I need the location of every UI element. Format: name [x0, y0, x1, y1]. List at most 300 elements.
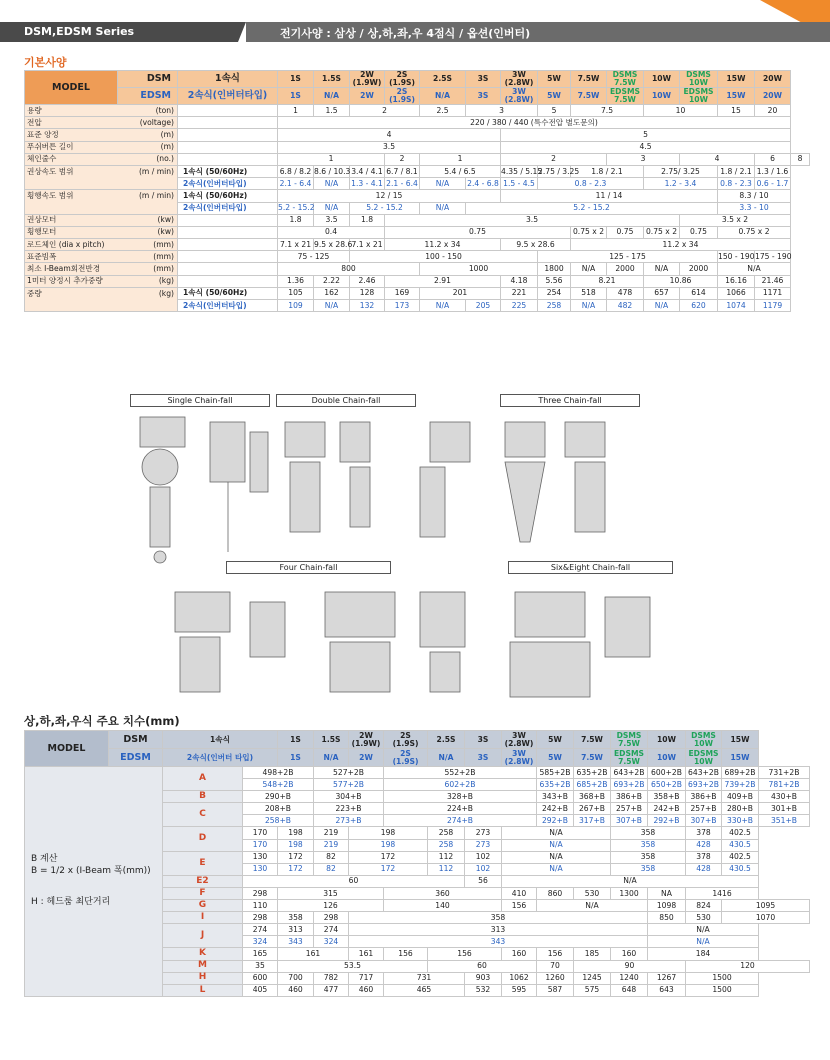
row-hoist-speed-1 [25, 165, 810, 177]
cell: 156 [384, 948, 428, 960]
cell: 120 [686, 960, 810, 972]
cell: 2.75/ 3.25 [644, 165, 718, 177]
row-label-D: D [163, 827, 243, 851]
cell: 402.5 [722, 851, 759, 863]
sub-label: 1속식 (50/60Hz) [178, 287, 278, 299]
cell: 162 [314, 287, 350, 299]
row-label-J: J [163, 924, 243, 948]
row-unit: (mm) [118, 251, 178, 263]
cell: N/A [718, 263, 791, 275]
cell: 5.2 - 15.2 [278, 202, 314, 214]
cell: 156 [537, 948, 574, 960]
cell: 378 [686, 827, 722, 839]
model-label: MODEL [25, 71, 118, 105]
cell: 1.5 - 4.5 [501, 178, 538, 190]
cell: 587 [537, 984, 574, 996]
cell: 110 [243, 900, 278, 912]
row-label-A: A [163, 767, 243, 791]
row-ibeam [25, 263, 810, 275]
row-unit: (m / min) [118, 190, 178, 214]
cell: 75 - 125 [278, 251, 350, 263]
cell: 518 [571, 287, 607, 299]
cell: 343 [349, 936, 648, 948]
cell: 0.75 x 2 [644, 226, 680, 238]
cell: 585+2B [537, 767, 574, 779]
diagram-label-double: Double Chain-fall [276, 394, 416, 407]
cell: 477 [314, 984, 349, 996]
col-head: 2S (1.9S) [385, 71, 420, 88]
dsm-label: DSM [109, 731, 163, 749]
cell: 409+B [722, 791, 759, 803]
col-head: N/A [428, 749, 465, 767]
col-head: 15W [718, 88, 755, 105]
cell: 343 [278, 936, 314, 948]
cell: 105 [278, 287, 314, 299]
cell: 102 [465, 851, 502, 863]
cell: 600+2B [648, 767, 686, 779]
pendant-icon [250, 432, 268, 492]
cell: 6 [755, 153, 791, 165]
col-head: 5W [538, 88, 571, 105]
row-beam-width [25, 251, 810, 263]
cell: 5 [501, 129, 791, 141]
row-lift [25, 129, 810, 141]
row-label-E2: E2 [163, 875, 243, 887]
cell: 100 - 150 [350, 251, 538, 263]
row-push [25, 141, 810, 153]
cell: 298 [314, 912, 349, 924]
cell: 1.3 - 4.1 [350, 178, 385, 190]
cell: 4 [680, 153, 755, 165]
col-head: 1S [278, 749, 314, 767]
row-label-G: G [163, 900, 243, 912]
row-label: 최소 I-Beam회전반경 [25, 263, 118, 275]
diagram-label-six: Six&Eight Chain-fall [508, 561, 673, 574]
page-header [0, 22, 830, 42]
cell: 6.8 / 8.2 [278, 165, 314, 177]
cell: 552+2B [384, 767, 537, 779]
cell: 1171 [755, 287, 791, 299]
cell: N/A [571, 263, 607, 275]
row-unit: (kw) [118, 226, 178, 238]
dimension-table [24, 730, 810, 997]
chain-bag-icon [350, 467, 370, 527]
cell: 1.8 [278, 214, 314, 226]
cell: 12 / 15 [278, 190, 501, 202]
cell: 1.2 - 3.4 [644, 178, 718, 190]
col-head: 3S [466, 88, 501, 105]
cell: 242+B [537, 803, 574, 815]
row-voltage [25, 117, 810, 129]
row-label: 횡행속도 범위 [25, 190, 118, 214]
cell: 185 [574, 948, 611, 960]
cell: 386+B [686, 791, 722, 803]
cell: 1 [278, 153, 385, 165]
col-head: N/A [420, 88, 466, 105]
cell: 731+2B [759, 767, 810, 779]
cell: 8.21 [571, 275, 644, 287]
cell: 280+B [722, 803, 759, 815]
col-head: EDSMS 7.5W [611, 749, 648, 767]
cell: 56 [465, 875, 502, 887]
cell: 0.8 - 2.3 [538, 178, 644, 190]
side-note-1: B 계산 [31, 854, 58, 865]
chain-bag-icon [420, 467, 445, 537]
cell: 16.16 [718, 275, 755, 287]
cell: 82 [314, 863, 349, 875]
cell: 161 [278, 948, 349, 960]
row-unit: (m / min) [118, 165, 178, 189]
chain-bag-icon [330, 642, 390, 692]
hoist-body-icon [340, 422, 370, 462]
cell: 903 [465, 972, 502, 984]
cell: 343+B [537, 791, 574, 803]
cell: 225 [501, 300, 538, 312]
row-weight-1 [25, 287, 810, 299]
cell: 10 [644, 105, 718, 117]
cell: N/A [420, 202, 466, 214]
cell: 824 [686, 900, 722, 912]
row-label-C: C [163, 803, 243, 827]
cell [178, 153, 278, 165]
cell: 1066 [718, 287, 755, 299]
edsm-label: EDSM [109, 749, 163, 767]
col-head: 15W [722, 749, 759, 767]
cell: 1416 [686, 887, 759, 899]
cell: 0.6 - 1.7 [755, 178, 791, 190]
cell: 15 [718, 105, 755, 117]
cell: 3.4 / 4.1 [350, 165, 385, 177]
edsm-label: EDSM [118, 88, 178, 105]
cell: 169 [385, 287, 420, 299]
cell: 1.8 / 2.1 [571, 165, 644, 177]
col-head: 7.5W [571, 71, 607, 88]
cell: 685+2B [574, 779, 611, 791]
cell: 643 [648, 984, 686, 996]
cell: 6.7 / 8.1 [385, 165, 420, 177]
cell: 172 [278, 851, 314, 863]
cell: 2.75 / 3.25 [538, 165, 571, 177]
cell: 8.6 / 10.3 [314, 165, 350, 177]
row-unit: (no.) [118, 153, 178, 165]
cell: N/A [502, 839, 611, 851]
cell: 2.4 - 6.8 [466, 178, 501, 190]
cell: 3.5 [385, 214, 680, 226]
cell: 1245 [574, 972, 611, 984]
cell: 8 [791, 153, 810, 165]
cell: 304+B [314, 791, 384, 803]
cell: 781+2B [759, 779, 810, 791]
cell: 717 [349, 972, 384, 984]
cell: 317+B [574, 815, 611, 827]
cell: 614 [680, 287, 718, 299]
basic-spec-table [24, 70, 810, 312]
cell: 130 [243, 863, 278, 875]
cell: 9.5 x 28.6 [501, 239, 571, 251]
cell: 648 [611, 984, 648, 996]
cell: 595 [502, 984, 537, 996]
cell [178, 141, 278, 153]
cell: 532 [465, 984, 502, 996]
cell: 351+B [759, 815, 810, 827]
cell: 527+2B [314, 767, 384, 779]
side-notes [25, 767, 163, 997]
col-head: 2S (1.9S) [385, 88, 420, 105]
cell: 150 - 190 [718, 251, 755, 263]
col-head: 7.5W [574, 731, 611, 749]
sub-label: 1속식 (50/60Hz) [178, 165, 278, 177]
cell: 208+B [243, 803, 314, 815]
cell: 1500 [686, 972, 759, 984]
col-head: DSMS 7.5W [607, 71, 644, 88]
cell: 21.46 [755, 275, 791, 287]
cell: 172 [278, 863, 314, 875]
hoist-body-icon [430, 422, 470, 462]
cell: 1.5 [314, 105, 350, 117]
cell: 635+2B [574, 767, 611, 779]
cell: 530 [686, 912, 722, 924]
cell: 315 [278, 887, 384, 899]
cell: 5 [538, 105, 571, 117]
cell: 1 [420, 153, 501, 165]
row-label: 표준빔폭 [25, 251, 118, 263]
cell: 1000 [420, 263, 538, 275]
row-label-B: B [163, 791, 243, 803]
row-label: 푸쉬버튼 길이 [25, 141, 118, 153]
col-head: 2W [350, 88, 385, 105]
col-head: EDSMS 10W [686, 749, 722, 767]
cell: 386+B [611, 791, 648, 803]
cell: 125 - 175 [538, 251, 718, 263]
dsm-label: DSM [118, 71, 178, 88]
cell: N/A [314, 300, 350, 312]
cell: 650+2B [648, 779, 686, 791]
cell: 160 [502, 948, 537, 960]
chain-bag-icon [510, 642, 590, 697]
cell: 2.46 [350, 275, 385, 287]
cell: 307+B [611, 815, 648, 827]
hoist-body-icon [285, 422, 325, 457]
cell: 410 [502, 887, 537, 899]
cell: 1062 [502, 972, 537, 984]
cell: 693+2B [686, 779, 722, 791]
hoist-body-icon [250, 602, 285, 657]
cell: 800 [278, 263, 420, 275]
cell: 358 [611, 851, 686, 863]
cell: 324 [314, 936, 349, 948]
row-capacity [25, 105, 810, 117]
cell: 313 [278, 924, 314, 936]
cell: 1500 [686, 984, 759, 996]
cell: 5.2 - 15.2 [350, 202, 420, 214]
cell: 290+B [243, 791, 314, 803]
col-head: 3S [465, 749, 502, 767]
cell: 257+B [686, 803, 722, 815]
sub-label: 2속식(인버터타입) [178, 300, 278, 312]
hoist-body-icon [140, 417, 185, 447]
speed1-label: 1속식 [163, 731, 278, 749]
cell: 1267 [648, 972, 686, 984]
cell [178, 129, 278, 141]
col-head: 5W [537, 731, 574, 749]
cell: 20 [755, 105, 791, 117]
cell: 0.75 x 2 [718, 226, 791, 238]
row-label: 전압 [25, 117, 118, 129]
cell: 0.8 - 2.3 [718, 178, 755, 190]
col-head: 3S [465, 731, 502, 749]
cell: 221 [501, 287, 538, 299]
hoist-body-icon [210, 422, 245, 482]
cell [178, 226, 278, 238]
cell: 635+2B [537, 779, 574, 791]
cell: 430.5 [722, 839, 759, 851]
cell: 223+B [314, 803, 384, 815]
cell: 600 [243, 972, 278, 984]
cell: 156 [428, 948, 502, 960]
cell: 219 [314, 827, 349, 839]
cell: 220 / 380 / 440 (특수전압 별도문의) [278, 117, 791, 129]
row-unit: (mm) [118, 239, 178, 251]
hoist-gear-icon [142, 449, 178, 485]
hoist-body-icon [325, 592, 395, 637]
col-head: 15W [722, 731, 759, 749]
cell: 643+2B [686, 767, 722, 779]
side-note-2: B = 1/2 x (I-Beam 폭(mm)) [31, 865, 151, 876]
row-label: 권상속도 범위 [25, 165, 118, 189]
col-head: 2W (1.9W) [349, 731, 384, 749]
cell: N/A [648, 936, 759, 948]
cell: 428 [686, 839, 722, 851]
cell: 324 [243, 936, 278, 948]
cell: 90 [574, 960, 686, 972]
cell: 258+B [243, 815, 314, 827]
cell: 643+2B [611, 767, 648, 779]
cell: 689+2B [722, 767, 759, 779]
cell: 700 [278, 972, 314, 984]
row-label: 중량 [25, 287, 118, 311]
cell: 430+B [759, 791, 810, 803]
hoist-body-icon [420, 592, 465, 647]
cell: 0.75 [385, 226, 571, 238]
side-note-3: H : 헤드룸 최단거리 [31, 897, 111, 908]
row-label-M: M [163, 960, 243, 972]
cell: N/A [420, 300, 466, 312]
cell: 170 [243, 827, 278, 839]
cell: 198 [278, 839, 314, 851]
cell: 274 [314, 924, 349, 936]
cell: 11.2 x 34 [571, 239, 791, 251]
cell: 156 [502, 900, 537, 912]
cell: 1074 [718, 300, 755, 312]
cell: 1179 [755, 300, 791, 312]
hoist-body-icon [515, 592, 585, 637]
cell: 8.3 / 10 [718, 190, 791, 202]
cell: 358 [611, 839, 686, 851]
cell: N/A [420, 178, 466, 190]
row-label-E: E [163, 851, 243, 875]
cell: 1240 [611, 972, 648, 984]
col-head: 1.5S [314, 731, 349, 749]
cell: 358+B [648, 791, 686, 803]
cell: 731 [384, 972, 465, 984]
col-head: 10W [644, 71, 680, 88]
model-label: MODEL [25, 731, 109, 767]
col-head: 2.5S [428, 731, 465, 749]
cell: 2.1 - 6.4 [278, 178, 314, 190]
col-head: 3W (2.8W) [501, 71, 538, 88]
cell: 368+B [574, 791, 611, 803]
row-label-F: F [163, 887, 243, 899]
col-head: 20W [755, 88, 791, 105]
cell: 693+2B [611, 779, 648, 791]
cell: 4.5 [501, 141, 791, 153]
cell: 205 [466, 300, 501, 312]
col-head: 2W [349, 749, 384, 767]
cell: 620 [680, 300, 718, 312]
cell: 9.5 x 28.6 [314, 239, 350, 251]
cell: 402.5 [722, 827, 759, 839]
cell: 170 [243, 839, 278, 851]
cell: 198 [349, 827, 428, 839]
row-hoist-motor [25, 214, 810, 226]
cell: 1 [278, 105, 314, 117]
col-head: N/A [314, 749, 349, 767]
cell: 53.5 [278, 960, 428, 972]
cell: 602+2B [384, 779, 537, 791]
cell: 307+B [686, 815, 722, 827]
cell: 198 [349, 839, 428, 851]
cell: 5.2 - 15.2 [466, 202, 718, 214]
cell: 128 [350, 287, 385, 299]
cell: 5.56 [538, 275, 571, 287]
cell: 330+B [722, 815, 759, 827]
cell: 3.5 x 2 [680, 214, 791, 226]
cell: 3 [466, 105, 538, 117]
cell: 358 [611, 827, 686, 839]
hoist-body-icon [505, 422, 545, 457]
cell: 10.86 [644, 275, 718, 287]
cell: NA [648, 887, 686, 899]
cell: 478 [607, 287, 644, 299]
cell: 0.75 [607, 226, 644, 238]
series-title: DSM,EDSM Series [0, 22, 238, 42]
col-head: 1S [278, 731, 314, 749]
hoist-body-icon [175, 592, 230, 632]
row-unit: (m) [118, 129, 178, 141]
speed1-label: 1속식 [178, 71, 278, 88]
cell: 378 [686, 851, 722, 863]
cell: 258 [538, 300, 571, 312]
cell: 1.3 / 1.6 [755, 165, 791, 177]
col-head: 3W (2.8W) [501, 88, 538, 105]
row-unit: (kw) [118, 214, 178, 226]
cell: 7.5 [571, 105, 644, 117]
hoist-body-icon [565, 422, 605, 457]
col-head: 3W (2.8W) [502, 731, 537, 749]
diagram-label-single: Single Chain-fall [130, 394, 270, 407]
cell: 298 [243, 912, 278, 924]
cell: 482 [607, 300, 644, 312]
row-chain [25, 153, 810, 165]
chain-bag-icon [180, 637, 220, 692]
sub-label: 2속식(인버터타입) [178, 178, 278, 190]
cell: N/A [502, 851, 611, 863]
cell: 2.5 [420, 105, 466, 117]
cell: 358 [611, 863, 686, 875]
row-label: 용량 [25, 105, 118, 117]
cell: 5.4 / 6.5 [420, 165, 501, 177]
col-head: 15W [718, 71, 755, 88]
